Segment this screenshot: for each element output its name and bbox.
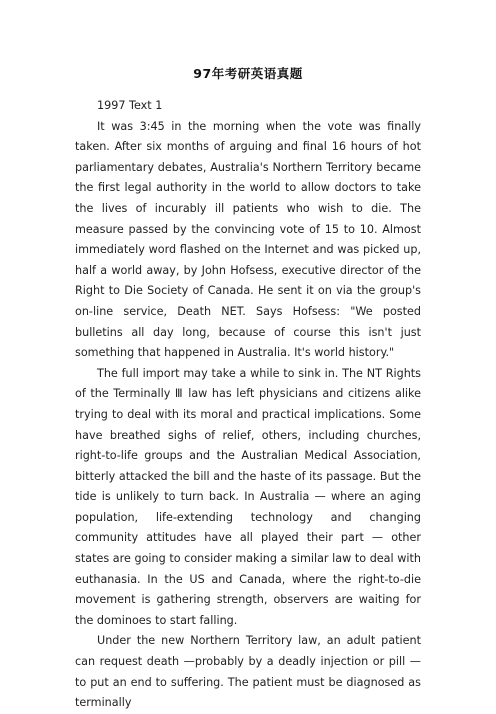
document-body [75, 96, 421, 714]
text-heading: 1997 Text 1 [97, 99, 163, 112]
paragraph-3: Under the new Northern Territory law, an adult patient can request death —probably by a deadly injection or pill —to put an end to suffering. The patient must be diagnosed as terminally [75, 634, 421, 710]
paragraph-1: It was 3:45 in the morning when the vote was finally taken. After six months of arguing and final 16 hours of hot parliamentary debates, Australia's Northern Territory became the first legal authority in the world to allow doctors to take the lives of incurably ill patients who wish to die. The measure passed by the convincing vote of 15 to 10. Almost immediately word flashed on the Internet and was picked up, half a world away, by John Hofsess, executive director of the Right to Die Society of Canada. He sent it on via the group's on-line service, Death NET. Says Hofsess: "We posted bulletins all day long, because of course this isn't just something that happened in Australia. It's world history." [75, 119, 421, 360]
page-title: 97年考研英语真题 [193, 66, 303, 81]
paragraph-2: The full import may take a while to sink in. The NT Rights of the Terminally Ⅲ law has left physicians and citizens alike trying to deal with its moral and practical implications. Some have breathed sighs of relief, others, including churches, right-to-life groups and the Australian Medical Association, bitterly attacked the bill and the haste of its passage. But the tide is unlikely to turn back. In Australia — where an aging population, life-extending technology and changing community attitudes have all played their part — other states are going to consider making a similar law to deal with euthanasia. In the US and Canada, where the right-to-die movement is gathering strength, observers are waiting for the dominoes to start falling. [75, 366, 421, 627]
